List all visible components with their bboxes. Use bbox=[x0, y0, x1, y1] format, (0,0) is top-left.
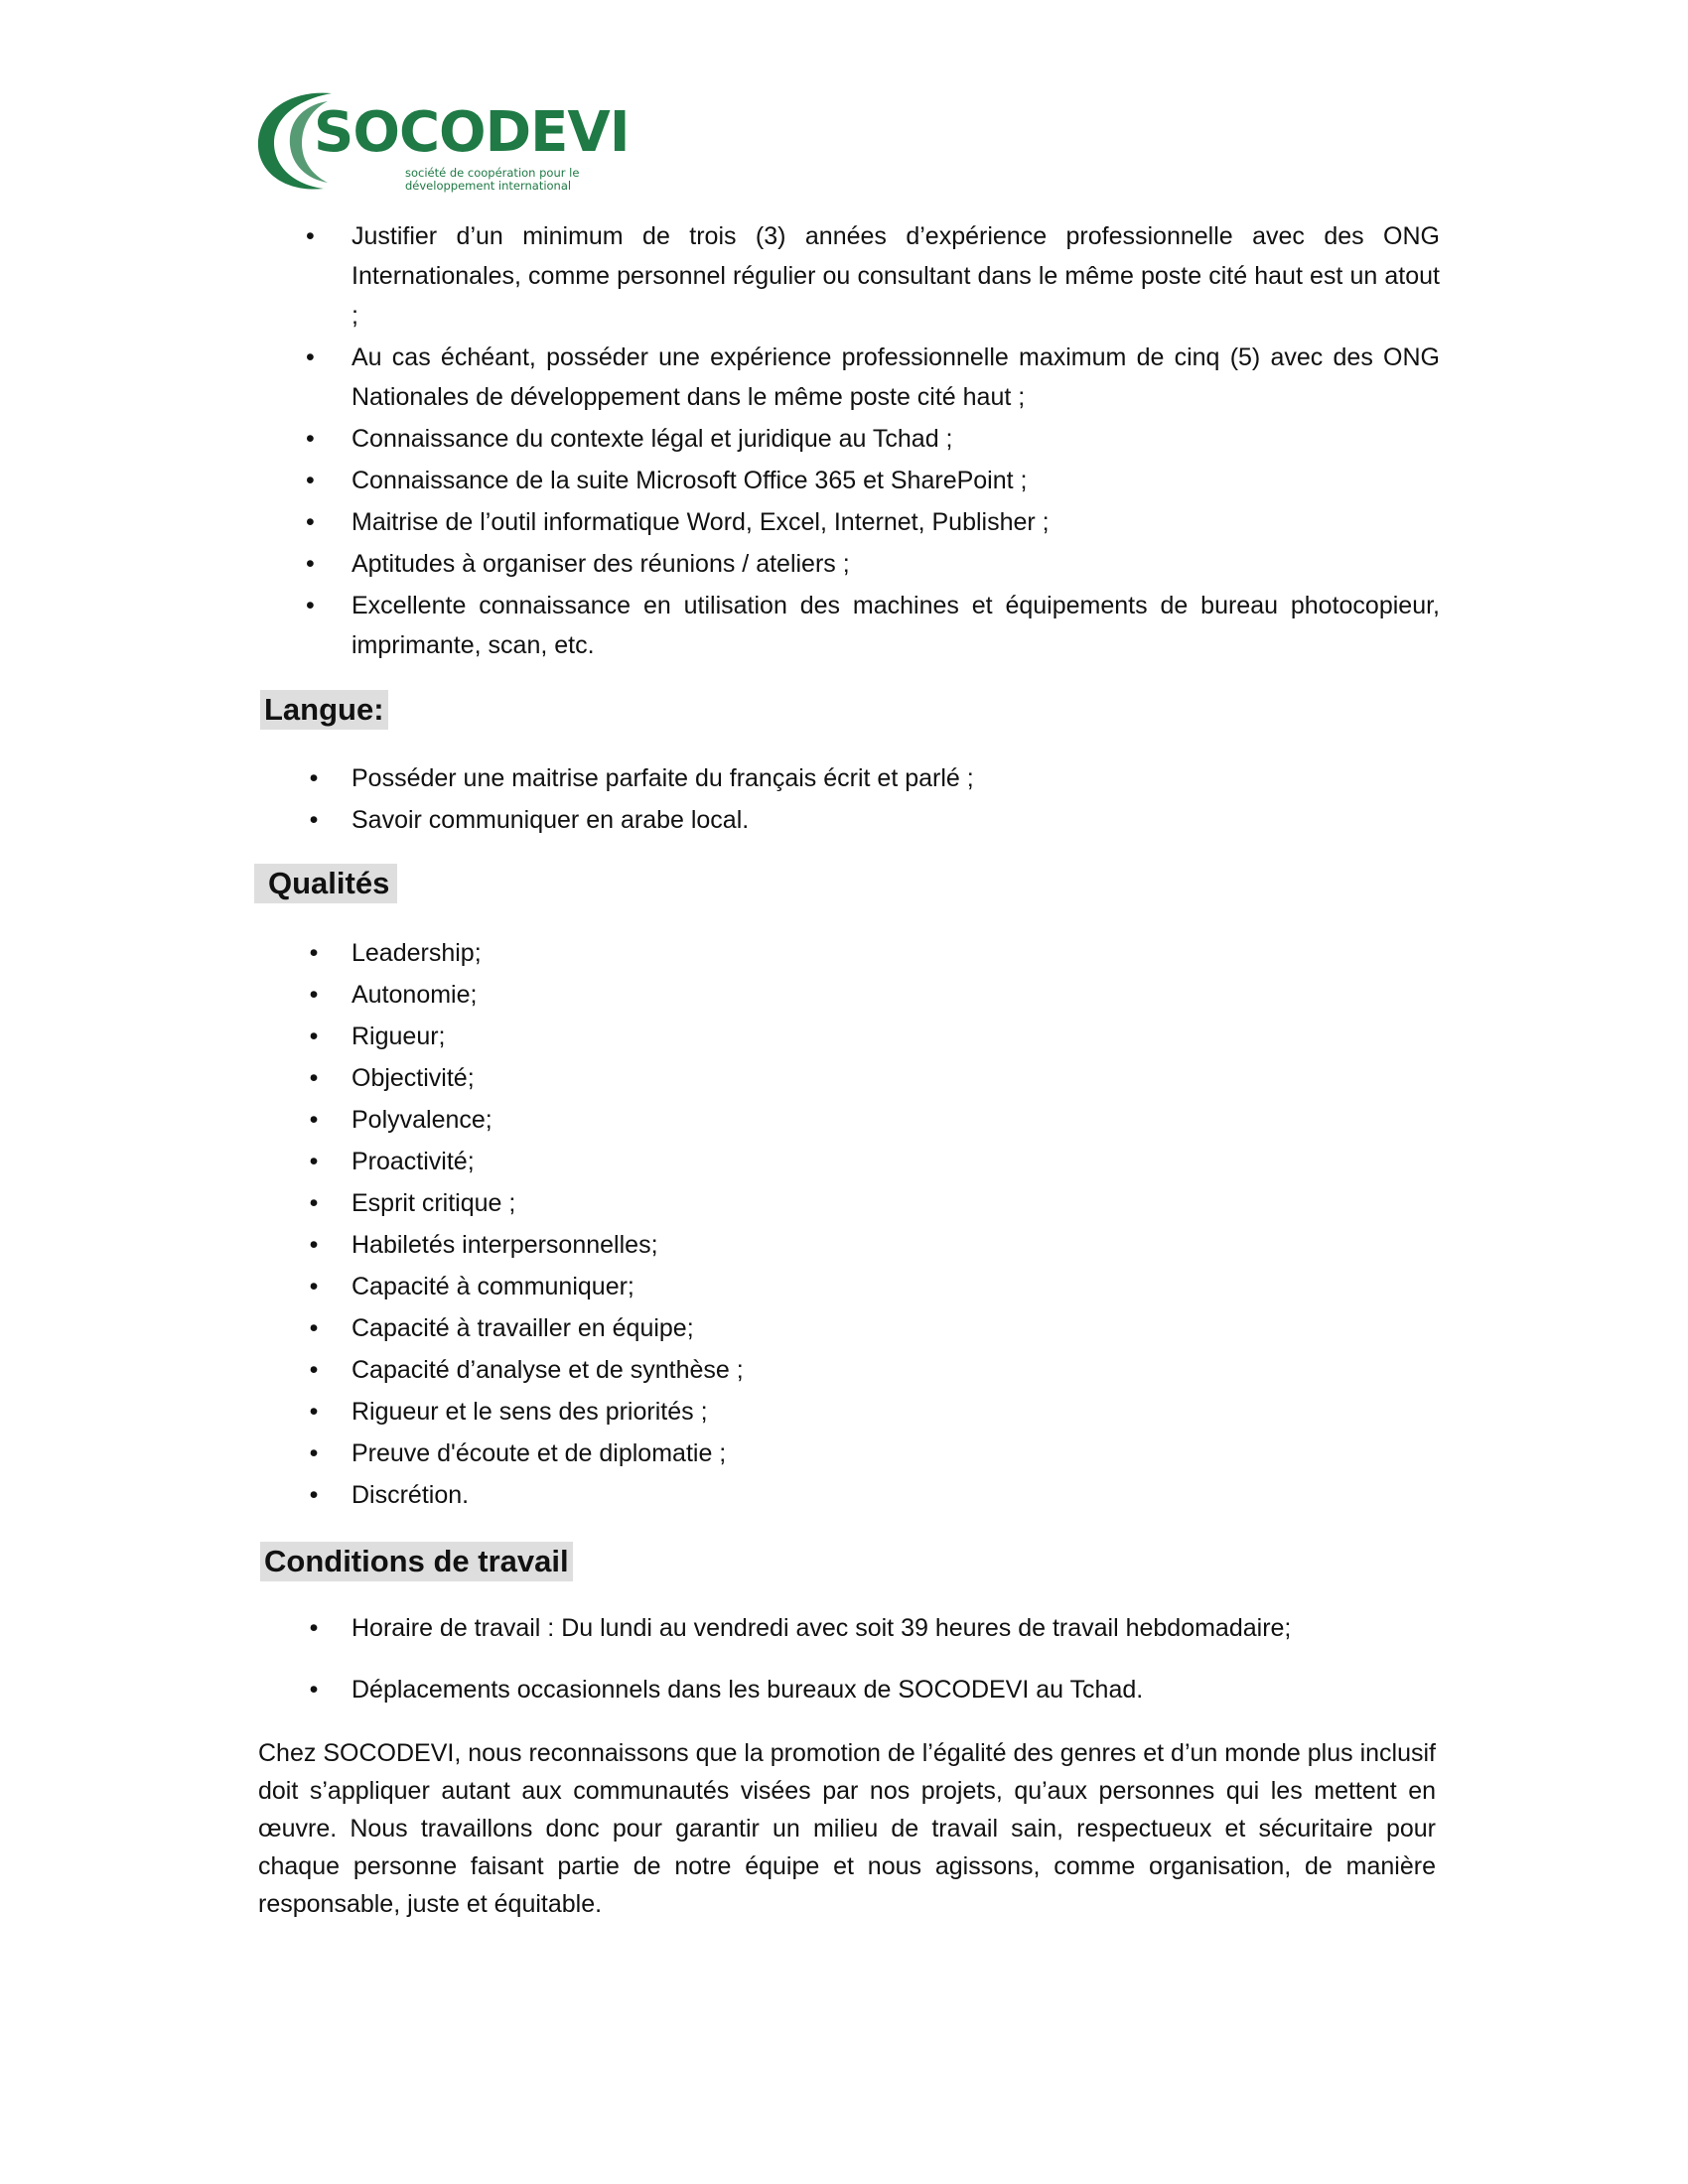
list-item bbox=[298, 758, 1440, 798]
qualites-list bbox=[298, 933, 1440, 1517]
bullet-icon: • bbox=[309, 1481, 319, 1509]
bullet-icon: • bbox=[306, 343, 315, 371]
closing-paragraph: Chez SOCODEVI, nous reconnaissons que la promotion de l’égalité des genres et d’un monde plus inclusif doit s’appliquer autant aux communautés visées par nos projets, qu’aux personnes qui les mettent en œuvre. Nous travaillons donc pour garantir un milieu de travail sain, respectueux et sécuritaire pour chaque personne faisant partie de notre équipe et nous agissons, comme organisation, de manière responsable, juste et équitable. bbox=[258, 1739, 1436, 1918]
bullet-icon: • bbox=[309, 1148, 319, 1175]
list-item-text: Autonomie; bbox=[352, 981, 478, 1009]
logo-wordmark: SOCODEVI bbox=[314, 100, 630, 165]
list-item bbox=[298, 544, 1440, 584]
bullet-icon: • bbox=[309, 1676, 319, 1704]
list-item-text: Connaissance du contexte légal et juridique au Tchad ; bbox=[352, 425, 953, 453]
bullet-icon: • bbox=[309, 1064, 319, 1092]
list-item bbox=[298, 975, 1440, 1015]
list-item bbox=[298, 1100, 1440, 1140]
conditions-list bbox=[298, 1608, 1440, 1731]
list-item-text: Posséder une maitrise parfaite du français écrit et parlé ; bbox=[352, 764, 974, 792]
bullet-icon: • bbox=[309, 1106, 319, 1134]
list-item-text: Preuve d'écoute et de diplomatie ; bbox=[352, 1439, 727, 1467]
list-item-text: Savoir communiquer en arabe local. bbox=[352, 806, 750, 834]
list-item-text: Rigueur; bbox=[352, 1023, 446, 1050]
bullet-icon: • bbox=[309, 806, 319, 834]
bullet-icon: • bbox=[309, 1273, 319, 1300]
bullet-icon: • bbox=[309, 1314, 319, 1342]
list-item bbox=[298, 586, 1440, 665]
list-item-text: Connaissance de la suite Microsoft Office 365 et SharePoint ; bbox=[352, 467, 1028, 494]
list-item bbox=[298, 216, 1440, 336]
list-item bbox=[298, 1475, 1440, 1515]
list-item-text: Excellente connaissance en utilisation des machines et équipements de bureau photocopieur, imprimante, scan, etc. bbox=[352, 592, 1440, 659]
list-item bbox=[298, 1350, 1440, 1390]
experience-list bbox=[298, 216, 1440, 667]
bullet-icon: • bbox=[309, 1356, 319, 1384]
list-item-text: Habiletés interpersonnelles; bbox=[352, 1231, 658, 1259]
bullet-icon: • bbox=[306, 425, 315, 453]
list-item bbox=[298, 1608, 1440, 1648]
bullet-icon: • bbox=[309, 939, 319, 967]
list-item bbox=[298, 1058, 1440, 1098]
list-item bbox=[298, 1267, 1440, 1306]
list-item bbox=[298, 502, 1440, 542]
list-item bbox=[298, 933, 1440, 973]
list-item bbox=[298, 419, 1440, 459]
list-item-text: Capacité à travailler en équipe; bbox=[352, 1314, 694, 1342]
list-item-text: Justifier d’un minimum de trois (3) années d’expérience professionnelle avec des ONG Internationales, comme personnel régulier ou consultant dans le même poste cité haut est un atout ; bbox=[352, 222, 1440, 330]
list-item bbox=[298, 1225, 1440, 1265]
bullet-icon: • bbox=[309, 764, 319, 792]
langue-list bbox=[298, 758, 1440, 842]
list-item-text: Maitrise de l’outil informatique Word, Excel, Internet, Publisher ; bbox=[352, 508, 1050, 536]
bullet-icon: • bbox=[306, 550, 315, 578]
bullet-icon: • bbox=[306, 592, 315, 619]
list-item bbox=[298, 1392, 1440, 1432]
bullet-icon: • bbox=[309, 981, 319, 1009]
list-item bbox=[298, 1308, 1440, 1348]
list-item-text: Leadership; bbox=[352, 939, 482, 967]
list-item-text: Objectivité; bbox=[352, 1064, 475, 1092]
list-item bbox=[298, 461, 1440, 500]
bullet-icon: • bbox=[309, 1023, 319, 1050]
list-item bbox=[298, 800, 1440, 840]
list-item bbox=[298, 1433, 1440, 1473]
list-item-text: Proactivité; bbox=[352, 1148, 475, 1175]
bullet-icon: • bbox=[309, 1189, 319, 1217]
bullet-icon: • bbox=[309, 1439, 319, 1467]
list-item bbox=[298, 338, 1440, 417]
bullet-icon: • bbox=[309, 1231, 319, 1259]
section-heading-langue: Langue: bbox=[260, 690, 388, 730]
logo-tagline: société de coopération pour le développement international bbox=[405, 166, 580, 193]
bullet-icon: • bbox=[306, 467, 315, 494]
bullet-icon: • bbox=[309, 1398, 319, 1426]
list-item bbox=[298, 1670, 1440, 1709]
list-item-text: Aptitudes à organiser des réunions / ateliers ; bbox=[352, 550, 850, 578]
list-item-text: Au cas échéant, posséder une expérience professionnelle maximum de cinq (5) avec des ONG Nationales de développement dans le même poste cité haut ; bbox=[352, 343, 1440, 411]
list-item bbox=[298, 1142, 1440, 1181]
list-item-text: Polyvalence; bbox=[352, 1106, 492, 1134]
socodevi-logo bbox=[254, 87, 630, 199]
list-item-text: Capacité à communiquer; bbox=[352, 1273, 634, 1300]
list-item bbox=[298, 1017, 1440, 1056]
bullet-icon: • bbox=[306, 508, 315, 536]
list-item bbox=[298, 1183, 1440, 1223]
bullet-icon: • bbox=[306, 222, 315, 250]
list-item-text: Esprit critique ; bbox=[352, 1189, 516, 1217]
list-item-text: Horaire de travail : Du lundi au vendredi avec soit 39 heures de travail hebdomadaire; bbox=[352, 1614, 1292, 1642]
section-heading-conditions: Conditions de travail bbox=[260, 1542, 573, 1581]
section-heading-qualites: Qualités bbox=[254, 864, 397, 903]
list-item-text: Discrétion. bbox=[352, 1481, 470, 1509]
list-item-text: Rigueur et le sens des priorités ; bbox=[352, 1398, 708, 1426]
list-item-text: Capacité d’analyse et de synthèse ; bbox=[352, 1356, 744, 1384]
list-item-text: Déplacements occasionnels dans les bureaux de SOCODEVI au Tchad. bbox=[352, 1676, 1144, 1704]
bullet-icon: • bbox=[309, 1614, 319, 1642]
